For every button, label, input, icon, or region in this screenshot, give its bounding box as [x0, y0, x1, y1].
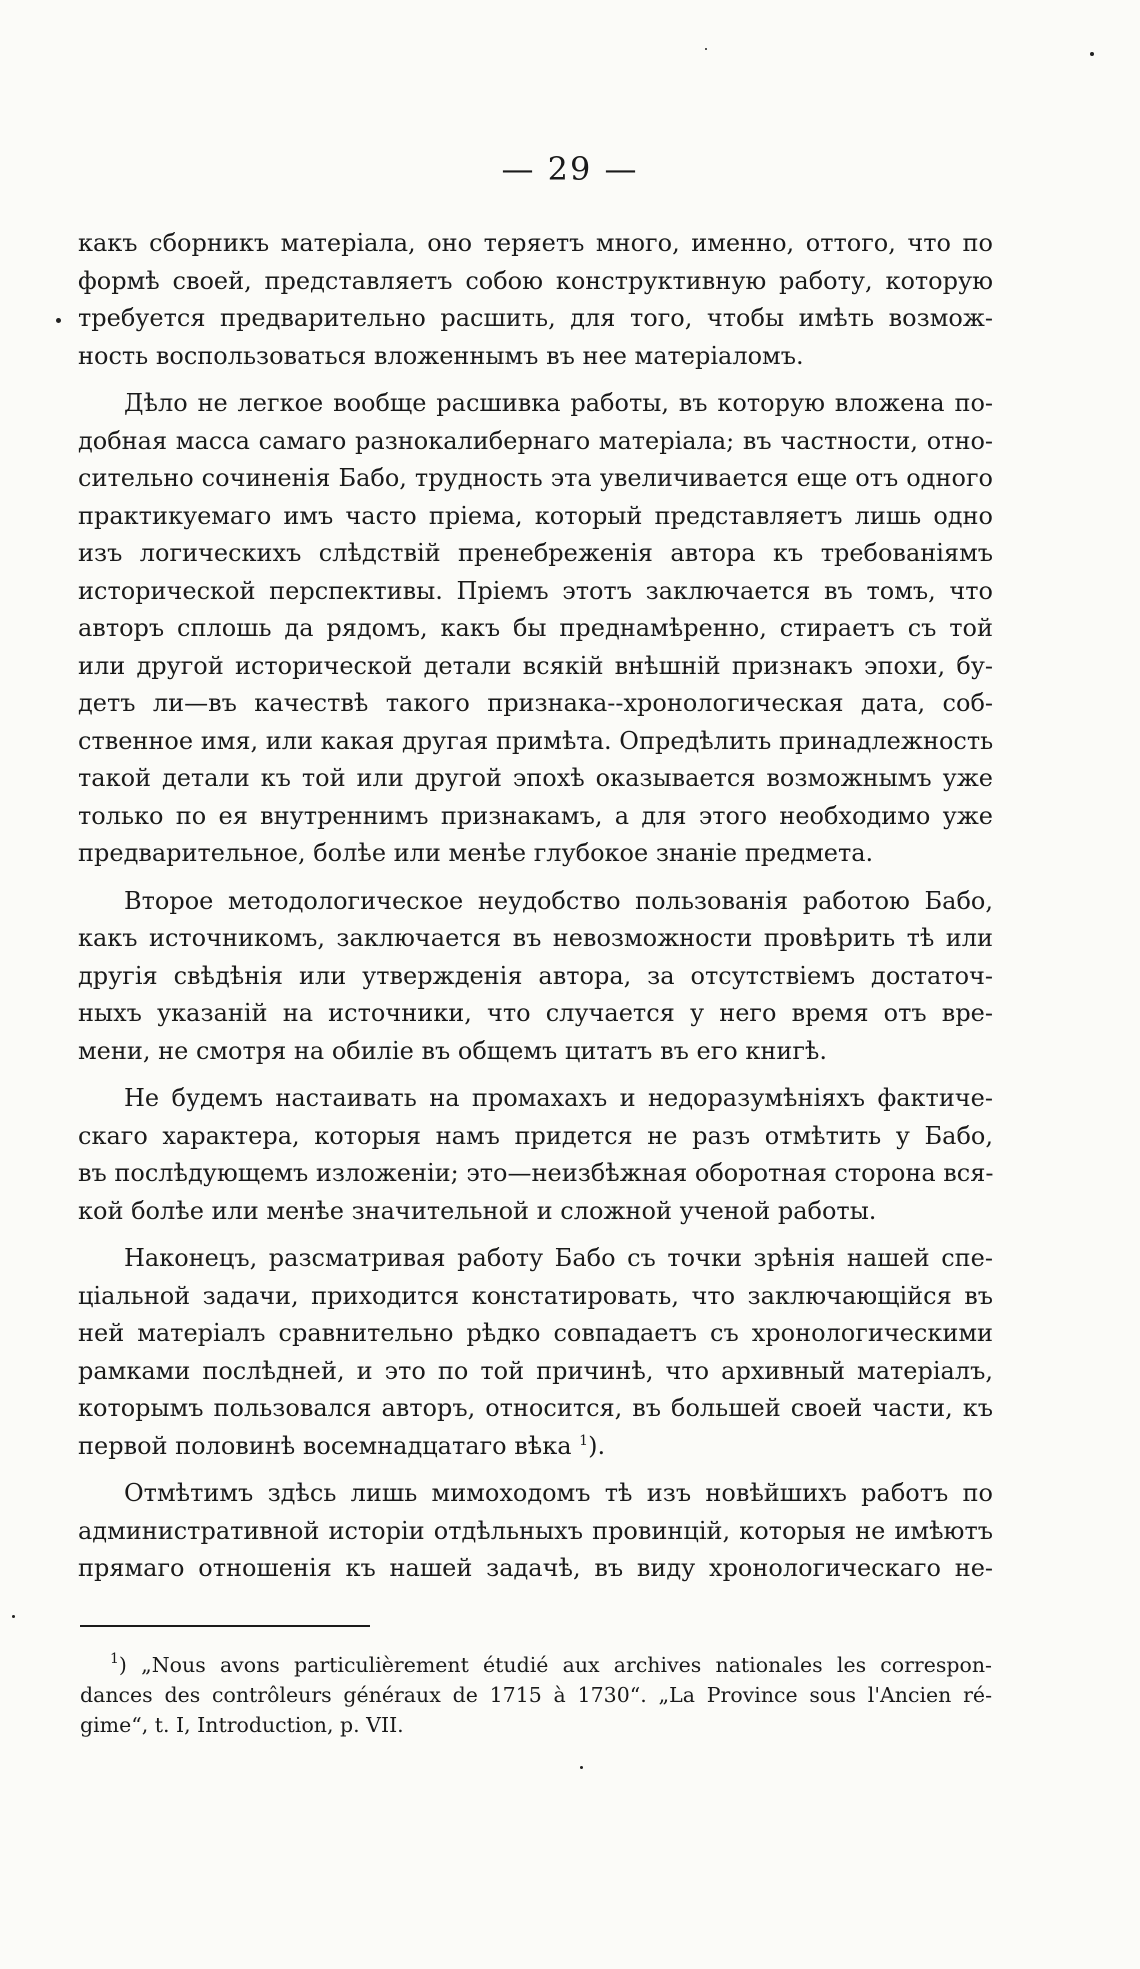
- paragraph-5: [78, 1240, 993, 1465]
- text-line: Дѣло не легкое вообще расшивка работы, въ которую вложена по-: [124, 389, 993, 417]
- paper-speck: [1090, 52, 1094, 56]
- text-line: или другой исторической детали всякій внѣшній признакъ эпохи, бу-: [78, 651, 993, 680]
- text-line: административной исторіи отдѣльныхъ провинцій, которыя не имѣютъ: [78, 1516, 993, 1545]
- paragraph-3: [78, 883, 993, 1071]
- text-line: практикуемаго имъ часто пріема, который представляетъ лишь одно: [78, 501, 993, 530]
- text-line: Второе методологическое неудобство пользованія работою Бабо,: [124, 886, 993, 915]
- text-line: формѣ своей, представляетъ собою конструктивную работу, которую: [78, 266, 993, 295]
- body-text: [78, 225, 993, 1598]
- text-line: требуется предварительно расшить, для того, чтобы имѣть возмож-: [78, 304, 993, 332]
- footnote-line: gime“, t. I, Introduction, p. VII.: [80, 1713, 404, 1737]
- paper-speck: [56, 318, 61, 323]
- text-fragment: ).: [588, 1431, 606, 1460]
- text-line: сительно сочиненія Бабо, трудность эта увеличивается еще отъ одного: [78, 464, 993, 492]
- text-line: скаго характера, которыя намъ придется не разъ отмѣтить у Бабо,: [78, 1121, 993, 1150]
- paragraph-1: [78, 225, 993, 375]
- footnote-marker: 1: [110, 1651, 119, 1667]
- text-line: ность воспользоваться вложеннымъ въ нее матеріаломъ.: [78, 341, 804, 370]
- text-line: изъ логическихъ слѣдствій пренебреженія автора къ требованіямъ: [78, 539, 993, 567]
- paragraph-4: [78, 1080, 993, 1230]
- text-line: Отмѣтимъ здѣсь лишь мимоходомъ тѣ изъ новѣйшихъ работъ по: [124, 1479, 993, 1507]
- text-line: прямаго отношенія къ нашей задачѣ, въ виду хронологическаго не-: [78, 1554, 993, 1582]
- text-line: какъ сборникъ матеріала, оно теряетъ много, именно, оттого, что по: [78, 229, 993, 257]
- paragraph-6: [78, 1475, 993, 1588]
- text-line: авторъ сплошь да рядомъ, какъ бы преднамѣренно, стираетъ съ той: [78, 614, 993, 642]
- text-line: рамками послѣдней, и это по той причинѣ, что архивный матеріалъ,: [78, 1356, 993, 1385]
- footnote-marker-tail: ): [118, 1653, 127, 1677]
- text-line: Не будемъ настаивать на промахахъ и недоразумѣніяхъ фактиче-: [124, 1084, 993, 1112]
- text-line: въ послѣдующемъ изложеніи; это—неизбѣжная оборотная сторона вся-: [78, 1159, 994, 1187]
- text-line: мени, не смотря на обиліе въ общемъ цитатъ въ его книгѣ.: [78, 1036, 828, 1065]
- text-line: ціальной задачи, приходится констатировать, что заключающійся въ: [78, 1281, 993, 1310]
- text-line: ныхъ указаній на источники, что случается у него время отъ вре-: [78, 999, 993, 1027]
- page-number: — 29 —: [501, 150, 639, 188]
- footnote-divider: [80, 1625, 370, 1627]
- text-line: ственное имя, или какая другая примѣта. Опредѣлить принадлежность: [78, 726, 994, 755]
- paper-speck: [580, 1766, 583, 1769]
- paragraph-2: [78, 385, 993, 873]
- footnote-text: „Nous avons particulièrement étudié aux archives nationales les correspon-: [141, 1653, 992, 1677]
- footnote-reference[interactable]: 1: [579, 1432, 589, 1449]
- paper-speck: [705, 48, 707, 50]
- text-line: которымъ пользовался авторъ, относится, въ большей своей части, къ: [78, 1394, 993, 1422]
- text-line: предварительное, болѣе или менѣе глубокое знаніе предмета.: [78, 839, 874, 867]
- footnote-line: dances des contrôleurs généraux de 1715 à 1730“. „La Province sous l'Ancien ré-: [80, 1683, 992, 1707]
- text-line: какъ источникомъ, заключается въ невозможности провѣрить тѣ или: [78, 924, 993, 952]
- text-line: ней матеріалъ сравнительно рѣдко совпадаетъ съ хронологическими: [78, 1319, 993, 1347]
- text-line: такой детали къ той или другой эпохѣ оказывается возможнымъ уже: [78, 764, 993, 792]
- footnote-line: [80, 1650, 992, 1680]
- text-line: другія свѣдѣнія или утвержденія автора, за отсутствіемъ достаточ-: [78, 961, 993, 990]
- text-line: кой болѣе или менѣе значительной и сложной ученой работы.: [78, 1196, 877, 1225]
- paper-speck: [12, 1615, 15, 1618]
- text-line: Наконецъ, разсматривая работу Бабо съ точки зрѣнія нашей спе-: [124, 1244, 993, 1272]
- text-line-with-footnote: [78, 1428, 993, 1466]
- text-fragment: первой половинѣ восемнадцатаго вѣка: [78, 1431, 572, 1460]
- text-line: добная масса самаго разнокалибернаго матеріала; въ частности, отно-: [78, 426, 993, 455]
- text-line: исторической перспективы. Пріемъ этотъ заключается въ томъ, что: [78, 576, 993, 605]
- text-line: только по ея внутреннимъ признакамъ, а для этого необходимо уже: [78, 801, 993, 830]
- text-line: детъ ли—въ качествѣ такого признака--хронологическая дата, соб-: [78, 689, 993, 717]
- footnote: [80, 1650, 992, 1740]
